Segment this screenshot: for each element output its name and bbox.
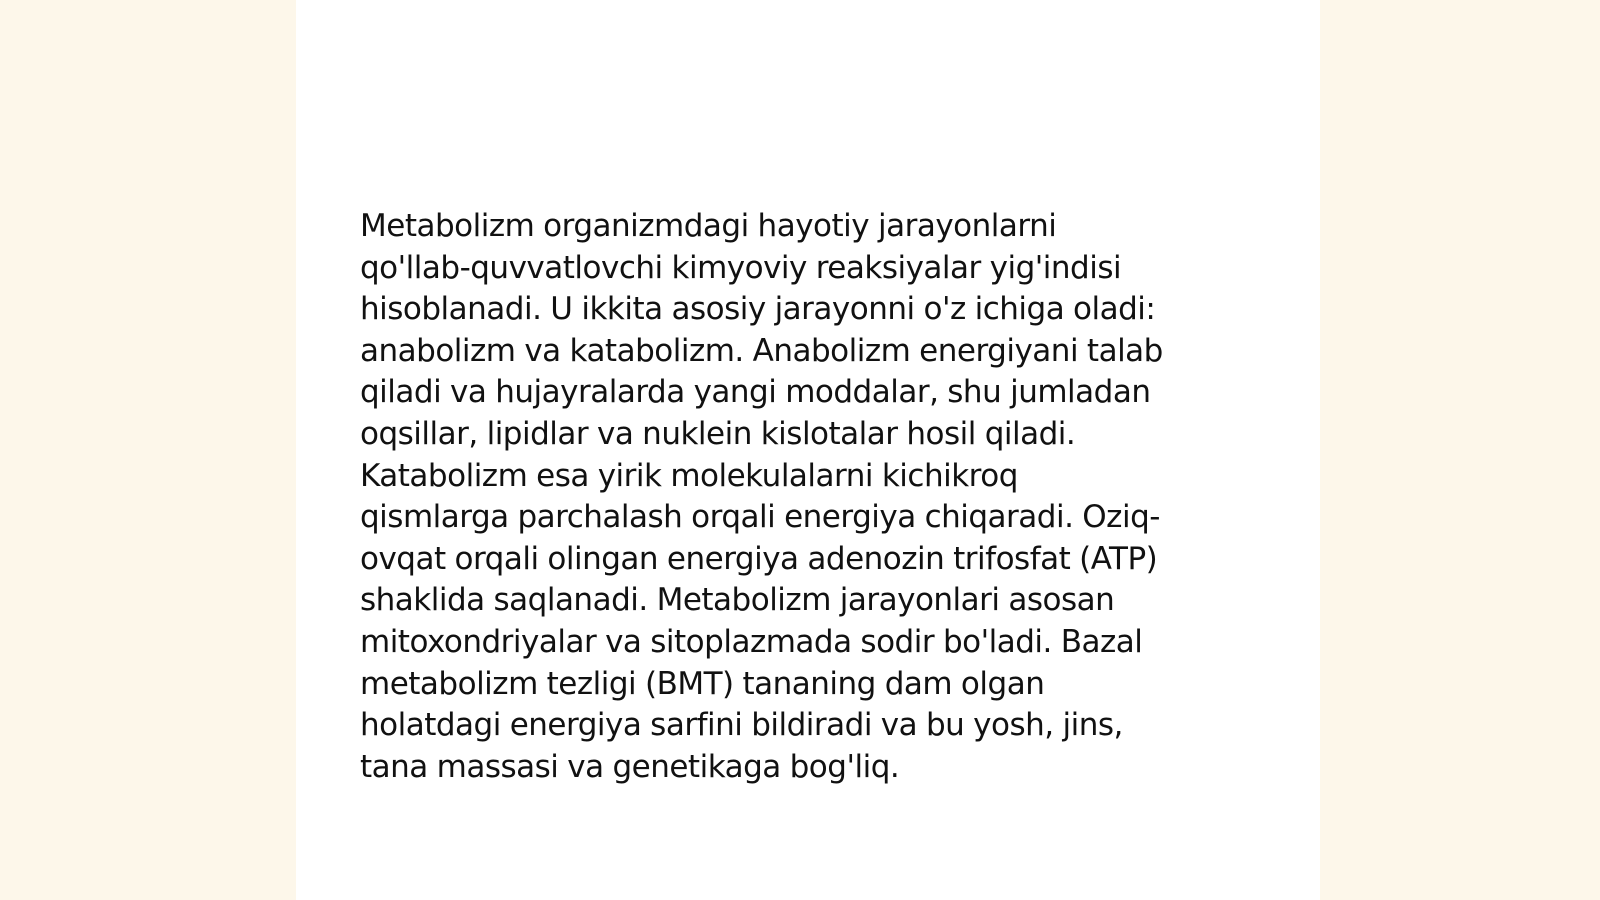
text-line: anabolizm va katabolizm. Anabolizm energiyani talab xyxy=(360,332,1163,369)
text-line: hisoblanadi. U ikkita asosiy jarayonni o'z ichiga oladi: xyxy=(360,291,1156,328)
text-line: mitoxondriyalar va sitoplazmada sodir bo'ladi. Bazal xyxy=(360,623,1143,660)
text-line: qismlarga parchalash orqali energiya chiqaradi. Oziq- xyxy=(360,499,1160,536)
text-line: oqsillar, lipidlar va nuklein kislotalar hosil qiladi. xyxy=(360,415,1076,452)
body-paragraph xyxy=(360,206,1250,788)
text-line: Katabolizm esa yirik molekulalarni kichikroq xyxy=(360,457,1018,494)
text-line: tana massasi va genetikaga bog'liq. xyxy=(360,748,900,785)
text-line: Metabolizm organizmdagi hayotiy jarayonlarni xyxy=(360,208,1057,244)
text-line: holatdagi energiya sarfini bildiradi va bu yosh, jins, xyxy=(360,707,1123,744)
text-line: shaklida saqlanadi. Metabolizm jarayonlari asosan xyxy=(360,582,1115,619)
text-line: ovqat orqali olingan energiya adenozin trifosfat (ATP) xyxy=(360,540,1158,577)
text-line: qo'llab-quvvatlovchi kimyoviy reaksiyalar yig'indisi xyxy=(360,249,1122,286)
document-page xyxy=(296,0,1320,900)
text-line: qiladi va hujayralarda yangi moddalar, shu jumladan xyxy=(360,374,1151,411)
text-line: metabolizm tezligi (BMT) tananing dam olgan xyxy=(360,665,1045,702)
